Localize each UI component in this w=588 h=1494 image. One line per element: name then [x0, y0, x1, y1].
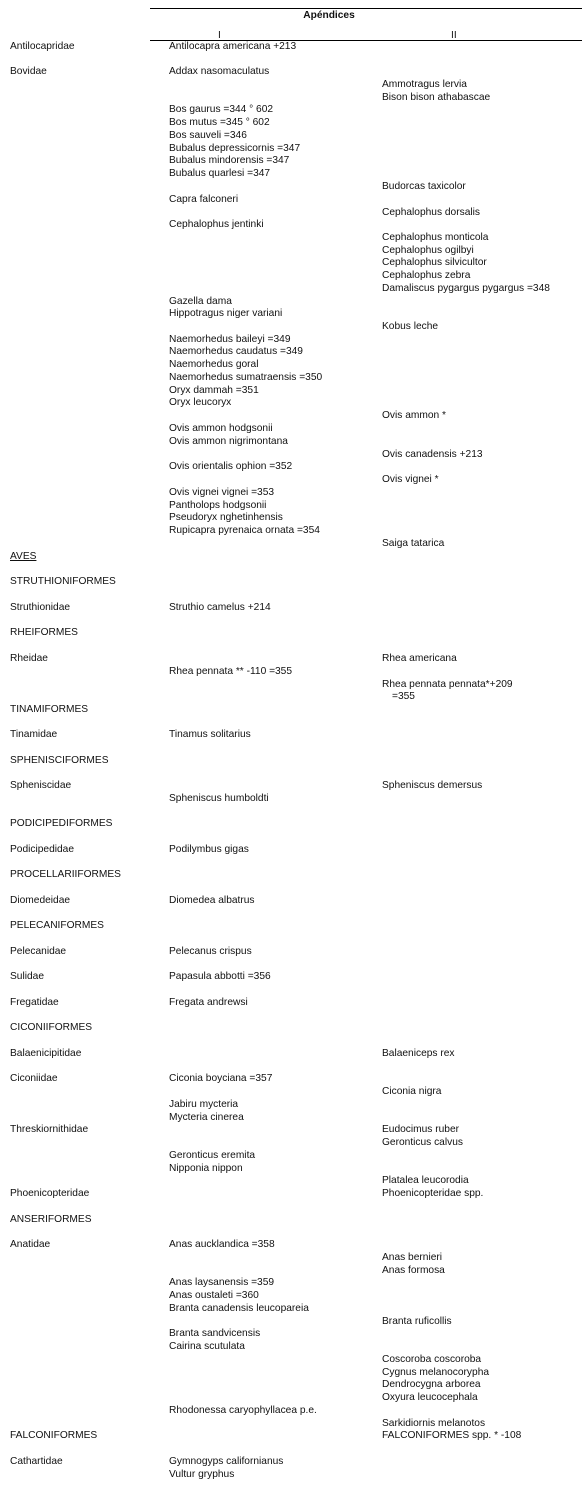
- appendix-i-entry: Anas aucklandica =358: [169, 1239, 275, 1250]
- appendix-i-entry: Podilymbus gigas: [169, 844, 249, 855]
- appendix-i-entry: Mycteria cinerea: [169, 1112, 244, 1123]
- appendix-i-entry: Papasula abbotti =356: [169, 971, 271, 982]
- appendix-ii-entry: Rhea americana: [382, 653, 457, 664]
- appendix-i-entry: Rhea pennata ** -110 =355: [169, 666, 293, 677]
- taxon-name: PROCELLARIIFORMES: [10, 869, 121, 880]
- appendix-ii-entry: Ammotragus lervia: [382, 79, 467, 90]
- taxon-name: Podicipedidae: [10, 844, 75, 855]
- taxon-name: CICONIIFORMES: [10, 1022, 93, 1033]
- appendix-i-entry: Tinamus solitarius: [169, 729, 251, 740]
- appendix-i-entry: Rupicapra pyrenaica ornata =354: [169, 525, 320, 536]
- appendix-ii-entry: Coscoroba coscoroba: [382, 1354, 482, 1365]
- appendix-i-entry: Antilocapra americana +213: [169, 41, 297, 52]
- appendix-i-entry: Anas laysanensis =359: [169, 1277, 275, 1288]
- appendix-i-entry: Naemorhedus caudatus =349: [169, 346, 303, 357]
- appendix-i-entry: Oryx dammah =351: [169, 385, 259, 396]
- appendix-i-entry: Bos sauveli =346: [169, 130, 247, 141]
- taxon-name: Cathartidae: [10, 1456, 63, 1467]
- appendix-ii-entry: Cephalophus ogilbyi: [382, 245, 474, 256]
- appendix-i-entry: Gymnogyps californianus: [169, 1456, 284, 1467]
- appendix-ii-entry: Bison bison athabascae: [382, 92, 491, 103]
- appendix-ii-entry: Budorcas taxicolor: [382, 181, 466, 192]
- taxon-name: Rheidae: [10, 653, 48, 664]
- appendix-i-entry: Ovis ammon hodgsonii: [169, 423, 273, 434]
- appendix-i-entry: Oryx leucoryx: [169, 397, 232, 408]
- taxon-name: Phoenicopteridae: [10, 1188, 90, 1199]
- appendix-i-entry: Bubalus quarlesi =347: [169, 168, 271, 179]
- appendix-ii-entry: Cygnus melanocorypha: [382, 1367, 490, 1378]
- appendix-i-entry: Vultur gryphus: [169, 1469, 235, 1480]
- appendix-i-entry: Cairina scutulata: [169, 1341, 245, 1352]
- taxon-name: STRUTHIONIFORMES: [10, 576, 116, 587]
- taxon-name: TINAMIFORMES: [10, 704, 89, 715]
- appendix-i-entry: Hippotragus niger variani: [169, 308, 283, 319]
- appendix-i-entry: Ciconia boyciana =357: [169, 1073, 273, 1084]
- appendix-i-entry: Pelecanus crispus: [169, 946, 252, 957]
- appendix-i-entry: Bubalus mindorensis =347: [169, 155, 290, 166]
- taxon-name: Threskiornithidae: [10, 1124, 89, 1135]
- taxon-name: SPHENISCIFORMES: [10, 755, 109, 766]
- taxon-name: Bovidae: [10, 66, 47, 77]
- appendix-i-entry: Ovis orientalis ophion =352: [169, 461, 293, 472]
- taxon-name: Anatidae: [10, 1239, 51, 1250]
- appendix-i-entry: Pseudoryx nghetinhensis: [169, 512, 283, 523]
- appendix-i-entry: Anas oustaleti =360: [169, 1290, 259, 1301]
- appendix-ii-entry: Cephalophus silvicultor: [382, 257, 487, 268]
- taxon-name: Sulidae: [10, 971, 44, 982]
- taxon-name: Diomedeidae: [10, 895, 71, 906]
- appendix-ii-entry: Spheniscus demersus: [382, 780, 483, 791]
- taxon-name: Ciconiidae: [10, 1073, 58, 1084]
- appendix-i-entry: Naemorhedus sumatraensis =350: [169, 372, 323, 383]
- taxon-name: Spheniscidae: [10, 780, 72, 791]
- taxon-name: Balaenicipitidae: [10, 1048, 82, 1059]
- appendix-ii-entry: Platalea leucorodia: [382, 1175, 469, 1186]
- appendix-i-entry: Spheniscus humboldti: [169, 793, 269, 804]
- appendix-ii-entry: Cephalophus monticola: [382, 232, 489, 243]
- appendix-ii-entry: Ovis canadensis +213: [382, 449, 483, 460]
- appendix-i-entry: Branta sandvicensis: [169, 1328, 261, 1339]
- appendix-ii-entry: Balaeniceps rex: [382, 1048, 455, 1059]
- taxon-name: RHEIFORMES: [10, 627, 78, 638]
- appendix-i-entry: Naemorhedus goral: [169, 359, 259, 370]
- appendix-i-entry: Jabiru mycteria: [169, 1099, 239, 1110]
- appendix-i-entry: Geronticus eremita: [169, 1150, 256, 1161]
- appendix-i-entry: Capra falconeri: [169, 194, 239, 205]
- taxon-name: Struthionidae: [10, 602, 71, 613]
- appendix-ii-entry: Damaliscus pygargus pygargus =348: [382, 283, 550, 294]
- appendix-i-entry: Cephalophus jentinki: [169, 219, 264, 230]
- header-col-appendix-i: I: [218, 30, 221, 41]
- taxon-name: Fregatidae: [10, 997, 59, 1008]
- appendix-i-entry: Bos mutus =345 ° 602: [169, 117, 270, 128]
- appendix-i-entry: Bos gaurus =344 ° 602: [169, 104, 274, 115]
- appendix-i-entry: Fregata andrewsi: [169, 997, 248, 1008]
- appendix-i-entry: Branta canadensis leucopareia: [169, 1303, 309, 1314]
- taxon-name: Pelecanidae: [10, 946, 67, 957]
- appendix-ii-entry: Ovis ammon *: [382, 410, 446, 421]
- appendix-i-entry: Addax nasomaculatus: [169, 66, 270, 77]
- taxon-name: PELECANIFORMES: [10, 920, 104, 931]
- taxon-name: Tinamidae: [10, 729, 58, 740]
- appendix-i-entry: Gazella dama: [169, 296, 232, 307]
- taxon-name: FALCONIFORMES: [10, 1430, 98, 1441]
- appendix-ii-entry: Saiga tatarica: [382, 538, 445, 549]
- appendix-ii-entry: Geronticus calvus: [382, 1137, 463, 1148]
- appendix-ii-entry: Eudocimus ruber: [382, 1124, 460, 1135]
- appendix-ii-entry: Ovis vignei *: [382, 474, 439, 485]
- taxon-name: AVES: [10, 551, 37, 562]
- taxon-name: ANSERIFORMES: [10, 1214, 92, 1225]
- appendix-i-entry: Diomedea albatrus: [169, 895, 255, 906]
- appendix-i-entry: Struthio camelus +214: [169, 602, 271, 613]
- appendix-i-entry: Rhodonessa caryophyllacea p.e.: [169, 1405, 317, 1416]
- appendix-ii-entry: Phoenicopteridae spp.: [382, 1188, 484, 1199]
- taxon-name: Antilocapridae: [10, 41, 75, 52]
- appendix-ii-entry: Cephalophus dorsalis: [382, 207, 480, 218]
- header-col-appendix-ii: II: [451, 30, 457, 41]
- appendix-ii-entry: FALCONIFORMES spp. * -108: [382, 1430, 522, 1441]
- header-title: Apéndices: [303, 10, 355, 21]
- appendix-ii-entry: Branta ruficollis: [382, 1316, 452, 1327]
- appendix-i-entry: Naemorhedus baileyi =349: [169, 334, 291, 345]
- header-top-rule: [150, 8, 582, 9]
- appendix-i-entry: Ovis ammon nigrimontana: [169, 436, 288, 447]
- appendix-ii-entry: Anas bernieri: [382, 1252, 443, 1263]
- appendix-i-entry: Ovis vignei vignei =353: [169, 487, 275, 498]
- appendix-ii-entry: Rhea pennata pennata*+209: [382, 679, 513, 690]
- appendix-i-entry: Nipponia nippon: [169, 1163, 243, 1174]
- appendix-ii-entry: Kobus leche: [382, 321, 439, 332]
- appendix-i-entry: Pantholops hodgsonii: [169, 500, 267, 511]
- appendix-ii-entry: Dendrocygna arborea: [382, 1379, 481, 1390]
- appendix-i-entry: Bubalus depressicornis =347: [169, 143, 301, 154]
- appendix-ii-entry-cont: =355: [392, 691, 415, 702]
- appendix-ii-entry: Oxyura leucocephala: [382, 1392, 478, 1403]
- appendix-ii-entry: Anas formosa: [382, 1265, 445, 1276]
- appendix-ii-entry: Cephalophus zebra: [382, 270, 471, 281]
- taxon-name: PODICIPEDIFORMES: [10, 818, 113, 829]
- appendix-ii-entry: Ciconia nigra: [382, 1086, 442, 1097]
- appendix-ii-entry: Sarkidiornis melanotos: [382, 1418, 486, 1429]
